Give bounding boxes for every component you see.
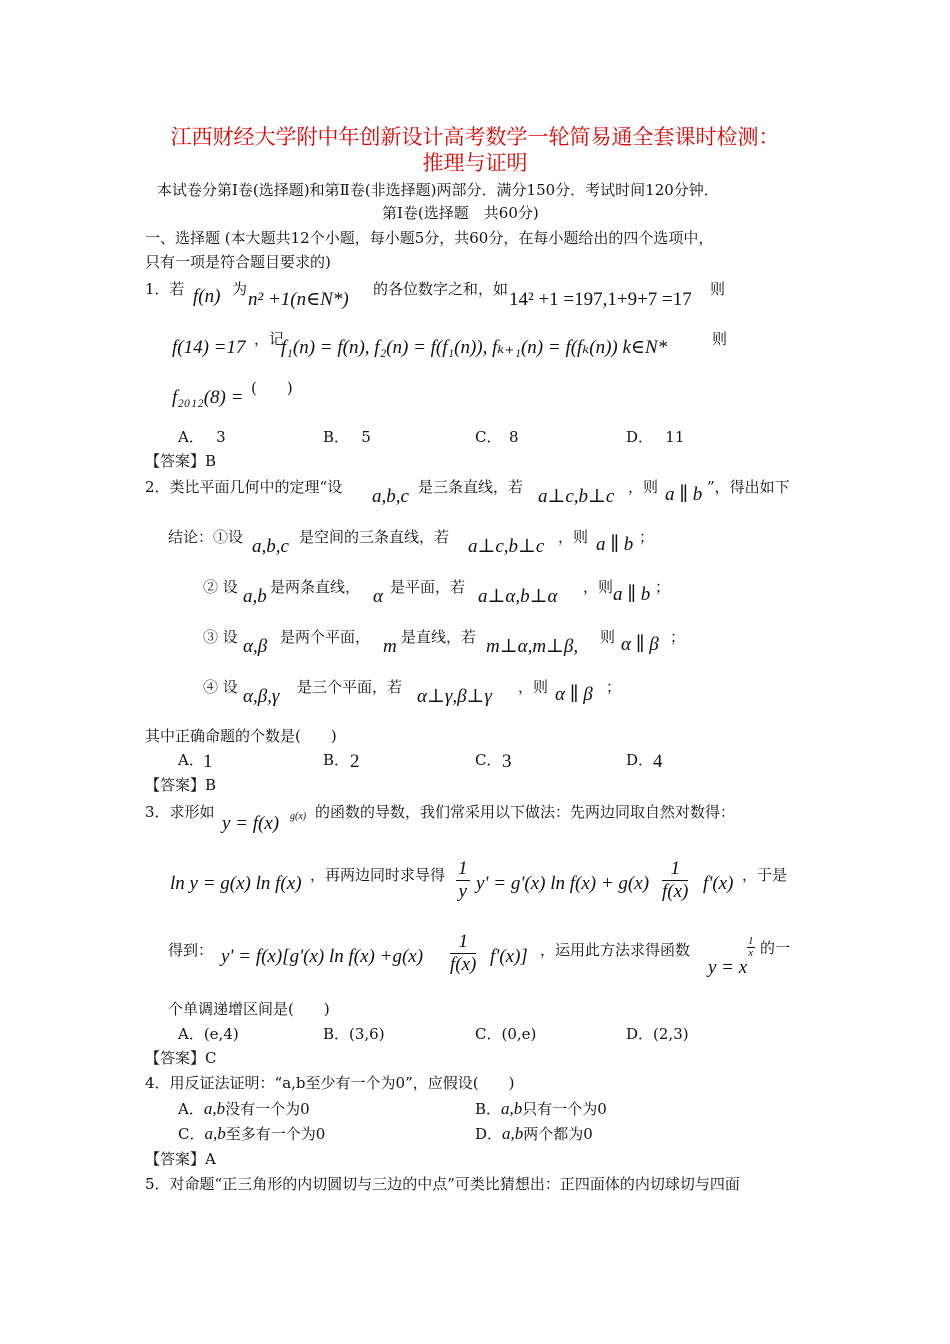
q2-c2-alpha: α [373,586,383,607]
q1-example: 14² +1 =197,1+9+7 =17 [509,289,692,310]
q2-text-c: ，则 [628,478,659,496]
q5-line: 5．对命题“正三角形的内切圆切与三边的中点”可类比猜想出：正四面体的内切球切与四面 [145,1175,740,1193]
q2-c4-b: 是三个平面，若 [297,678,403,696]
q2-answer: 【答案】B [145,776,217,794]
q3-l2-frac1-den: y [458,881,467,902]
q3-l1-b: 的函数的导数，我们常采用以下做法：先两边同取自然对数得： [315,803,736,821]
q3-option-b: B．(3,6) [323,1025,385,1043]
q3-l3-frac-num: 1 [450,931,476,954]
q3-l2-rhs2: f'(x) [703,873,734,894]
q3-l3-a: 得到： [168,941,214,959]
q3-option-c: C．(0,e) [475,1025,537,1043]
q2-c3-b: 是两个平面， [280,628,371,646]
q1-option-a: A． 3 [178,428,226,446]
q2-option-b-value: 2 [350,751,360,772]
q1-fn: f(n) [193,286,221,307]
q3-l2-a: ，再两边同时求导得 [310,866,446,884]
q1-ask: f₂₀₁₂(8) = [172,387,244,408]
q3-l3-b: ，运用此方法求得函数 [540,941,691,959]
q1-option-c: C． 8 [475,428,519,446]
q2-c1-concl: a ∥ b [596,534,634,555]
q3-l1-expr: y = f(x) [222,813,280,834]
q2-c3-cond: m⊥α,m⊥β, [486,636,579,657]
doc-title-line2: 推理与证明 [422,151,528,175]
q2-text-d: ”，得出如下 [707,478,790,496]
q2-c2-e: ； [655,578,671,596]
q3-l3-y: y = x [708,957,748,978]
q2-c3-c: 是直线，若 [401,628,477,646]
q4-option-a-text: 没有一个为0 [225,1100,310,1118]
q3-l3-c: 的一 [760,939,791,957]
q2-c1-b: 是空间的三条直线，若 [299,528,450,546]
q1-f14: f(14) =17 [172,337,246,358]
q3-answer: 【答案】C [145,1049,217,1067]
section-header-line1: 一、选择题 (本大题共12个小题，每小题5分，共60分，在每小题给出的四个选项中， [145,229,714,247]
q2-option-c-value: 3 [502,751,512,772]
q2-question: 其中正确命题的个数是( ) [145,727,337,745]
q2-option-c-label: C． [475,751,502,769]
q2-c2-ab: a,b [243,586,267,607]
q3-l3-sup-num: 1 [748,935,754,947]
q2-c2-d: ，则 [583,578,614,596]
q1-answer: 【答案】B [145,452,217,470]
q3-l3-sup-den: x [748,947,754,959]
q2-c2-a: ② 设 [203,578,238,596]
q3-l2-frac2-den: f(x) [662,881,689,902]
q1-expr: n² +1(n∈N*) [248,289,349,310]
q2-c2-b: 是两条直线， [270,578,361,596]
q1-prefix: 1．若 [145,280,185,298]
q4-option-c [178,1124,325,1144]
q2-text-a: 2．类比平面几何中的定理“设 [145,478,343,496]
q4-option-c-ab: a,b [204,1124,226,1143]
q1-wei: 为 [232,280,248,298]
q1-ze: 则 [710,280,726,298]
q3-l2-frac1 [456,858,470,903]
q3-option-a: A．(e,4) [178,1025,239,1043]
q2-c3-a: ③ 设 [203,628,238,646]
q3-l3-frac [450,931,476,976]
q4-option-d-text: 两个都为0 [523,1125,593,1143]
q2-c4-a: ④ 设 [203,678,238,696]
q4-option-b-label: B． [475,1100,502,1118]
doc-title-line1: 江西财经大学附中年创新设计高考数学一轮简易通全套课时检测： [170,125,780,149]
q2-option-d-value: 4 [653,751,663,772]
q3-l3-expr2: f'(x)] [490,946,528,967]
q1-text: 的各位数字之和，如 [373,280,509,298]
q3-l4: 个单调递增区间是( ) [168,1000,330,1018]
q4-answer: 【答案】A [145,1150,216,1168]
q2-c2-cond: a⊥α,b⊥α [478,586,558,607]
q4-option-d-ab: a,b [502,1124,524,1143]
q3-l2-b: ，于是 [742,866,788,884]
q2-c3-d: 则 [600,628,616,646]
q2-option-b-label: B． [323,751,350,769]
q2-c4-d: ； [606,678,622,696]
q2-c3-m: m [383,636,397,657]
q2-c2-c: 是平面，若 [390,578,466,596]
q2-c1-d: ； [639,528,655,546]
q2-concl: a ∥ b [665,484,703,505]
section-header-line2: 只有一项是符合题目要求的) [145,253,331,271]
q4-option-d-label: D． [475,1125,503,1143]
q4-option-b [475,1099,607,1119]
q3-l2-rhs1: y' = g'(x) ln f(x) + g(x) [476,873,650,894]
q4-option-a-ab: a,b [203,1099,226,1118]
q2-option-a-value: 1 [203,751,213,772]
q2-c2-concl: a ∥ b [613,584,651,605]
q3-l3-frac-den: f(x) [450,954,477,975]
intro-line1: 本试卷分第Ⅰ卷(选择题)和第Ⅱ卷(非选择题)两部分．满分150分．考试时间120分钟． [157,181,719,199]
q2-c4-cond: α⊥γ,β⊥γ [417,686,492,707]
q4-option-b-text: 只有一个为0 [522,1100,607,1118]
q1-def: f₁(n) = f(n), f₂(n) = f(f₁(n)), fₖ₊₁(n) = f(fₖ(n)) k∈N* [281,337,668,358]
q4-line: 4．用反证法证明：“a,b至少有一个为0”，应假设( ) [145,1074,515,1092]
q2-cond: a⊥c,b⊥c [538,486,615,507]
intro-line2: 第Ⅰ卷(选择题 共60分) [382,204,539,222]
q2-c4-c: ，则 [518,678,549,696]
q2-c4-concl: α ∥ β [555,684,593,705]
q2-c3-e: ； [670,628,686,646]
q4-option-a [178,1099,310,1119]
q2-c3-ab: α,β [243,636,268,657]
q2-c1-cond: a⊥c,b⊥c [468,536,545,557]
q3-l1-a: 3．求形如 [145,803,215,821]
q3-l3-sup [747,936,755,959]
q2-text-b: 是三条直线，若 [418,478,524,496]
q4-option-a-label: A． [178,1100,204,1118]
q2-c1-a: 结论：①设 [168,528,244,546]
q4-option-c-text: 至多有一个为0 [225,1125,326,1143]
q1-ji: ，记 [254,330,285,348]
q3-l2-frac2-num: 1 [662,858,688,881]
q2-c1-c: ，则 [558,528,589,546]
q3-l2-frac2 [662,858,688,903]
q3-l1-sup: g(x) [290,811,307,822]
q2-c1-abc: a,b,c [252,536,289,557]
q4-option-d [475,1124,593,1144]
q2-c4-abg: α,β,γ [243,686,280,707]
q1-option-d: D． 11 [626,428,685,446]
q1-ze2: 则 [712,330,728,348]
q3-l2-expr: ln y = g(x) ln f(x) [170,873,302,894]
q3-option-d: D．(2,3) [626,1025,689,1043]
q4-option-b-ab: a,b [501,1099,523,1118]
q1-paren: ( ) [251,379,293,397]
q3-l3-expr1: y' = f(x)[g'(x) ln f(x) +g(x) [221,946,424,967]
q3-l2-frac1-num: 1 [458,858,468,879]
q2-c3-concl: α ∥ β [621,634,659,655]
q2-option-a-label: A． [178,751,204,769]
q2-option-d-label: D． [626,751,654,769]
q2-abc: a,b,c [372,486,409,507]
q4-option-c-label: C． [178,1125,205,1143]
q1-option-b: B． 5 [323,428,371,446]
